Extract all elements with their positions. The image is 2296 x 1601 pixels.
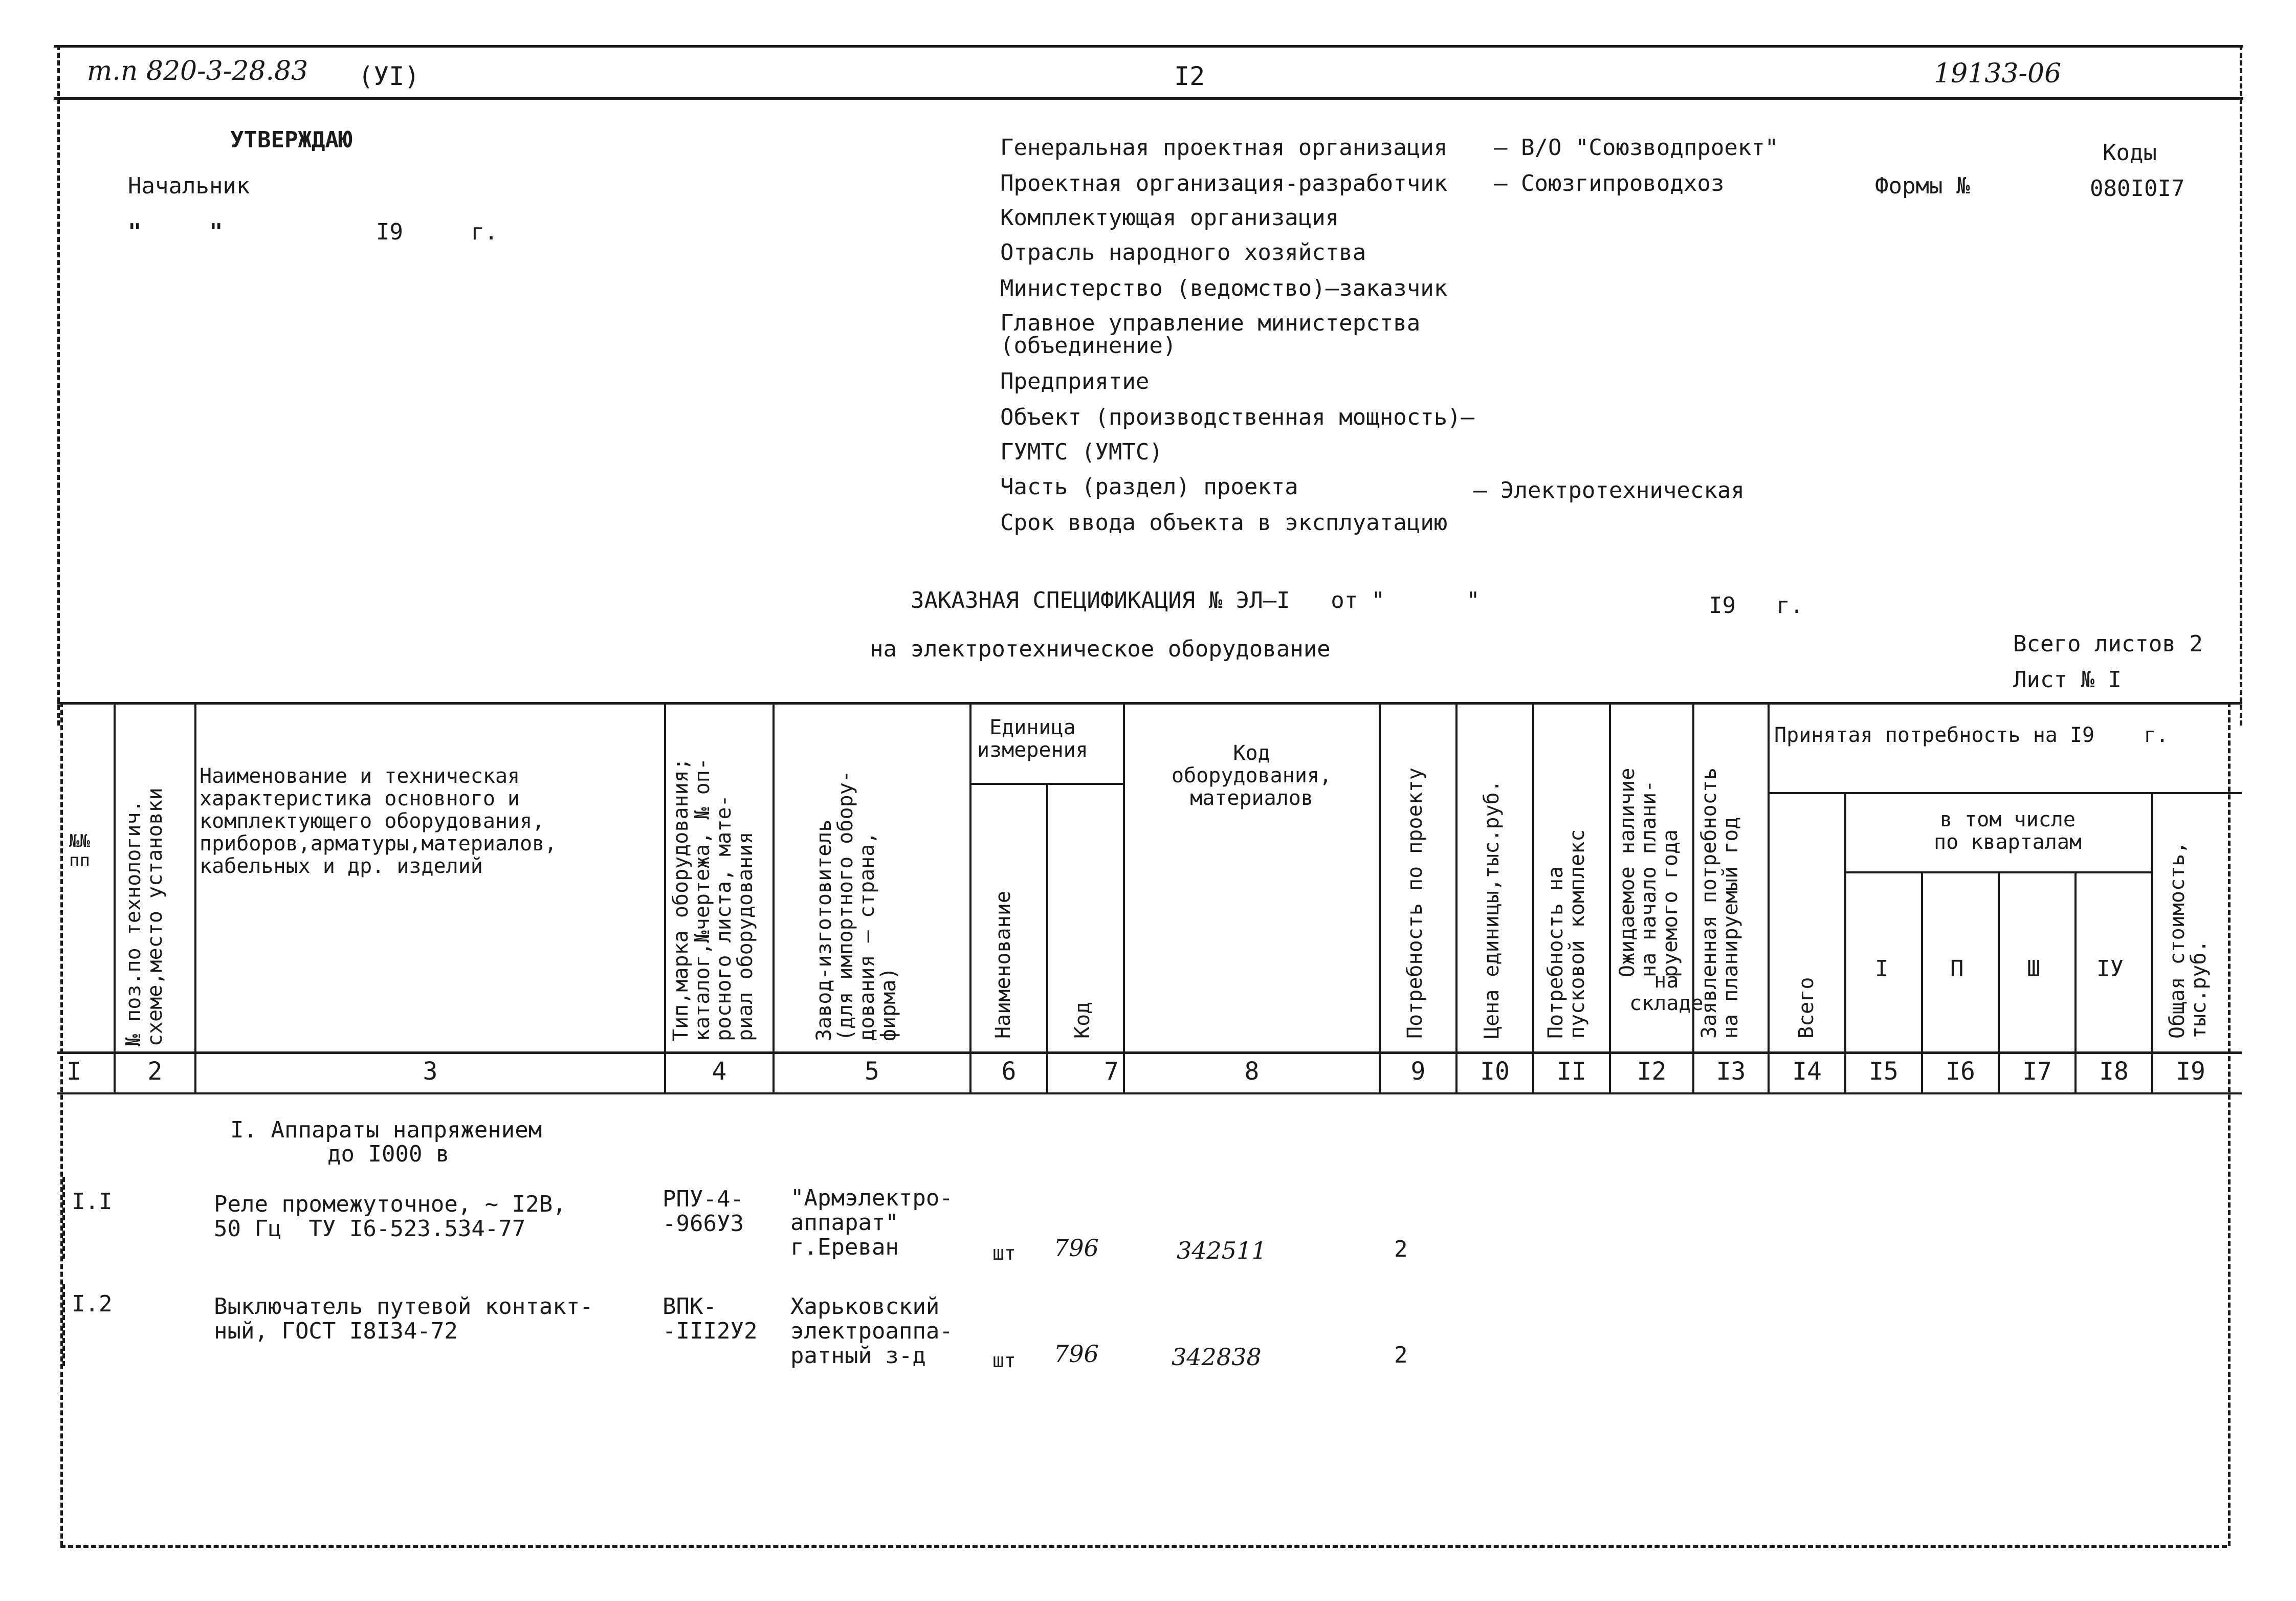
col-sep-12 (1692, 702, 1694, 1094)
col-5-header: Завод-изготовитель (для импортного обору- дования – страна, фирма) (812, 770, 900, 1041)
document-number: 19133-06 (1934, 58, 2062, 89)
col-1-header: №№ пп (69, 831, 90, 871)
page-number: I2 (1174, 61, 1205, 91)
col-number: I4 (1792, 1057, 1822, 1086)
row-item-type: РПУ-4- -966У3 (663, 1186, 744, 1237)
row-item-maker: "Армэлектро- аппарат" г.Ереван (790, 1185, 953, 1260)
unit-group-header: Единица измерения (977, 716, 1088, 762)
quarters-group-header: в том числе по кварталам (1934, 808, 2082, 854)
col-sep-13 (1768, 702, 1770, 1094)
quarters-group-line (1844, 871, 2153, 873)
col-number: 8 (1244, 1057, 1260, 1086)
accepted-group-header: Принятая потребность на I9 г. (1774, 723, 2169, 747)
col-sep-8 (1379, 702, 1381, 1094)
col-12-header: Ожидаемое наличие на начало плани- руемого года (1616, 767, 1682, 977)
approval-heading: УТВЕРЖДАЮ (230, 127, 352, 153)
row-item-name: Реле промежуточное, ~ I2В, 50 Гц ТУ I6-523.534-77 (214, 1191, 566, 1242)
col-sep-7 (1123, 702, 1125, 1094)
table-bottom-line (60, 1545, 2227, 1548)
col-number: I7 (2022, 1057, 2052, 1086)
sheet-number: Лист № I (2013, 667, 2122, 693)
col-2-header: № поз.по технологич. схеме,место установки (122, 787, 167, 1046)
row-item-equip-code: 342511 (1177, 1237, 1267, 1264)
deadline-label: Срок ввода объекта в эксплуатацию (1000, 510, 1448, 536)
sheets-total: Всего листов 2 (2013, 631, 2203, 657)
col-sep-1 (114, 702, 116, 1094)
gumts-label: ГУМТС (УМТС) (1000, 439, 1163, 465)
col-19-header: Общая стоимость, тыс.руб. (2166, 841, 2211, 1039)
col-number: I5 (1869, 1057, 1898, 1086)
table-header-bottom-line (57, 1051, 2242, 1054)
col-number: II (1557, 1057, 1586, 1086)
approval-date-year: I9 г. (376, 219, 498, 245)
col-number: 6 (1001, 1057, 1017, 1086)
row-item-qty: 2 (1394, 1342, 1408, 1368)
col-number: I0 (1480, 1057, 1510, 1086)
approval-date-quotes: " " (128, 219, 223, 245)
codes-label: Коды (2103, 140, 2157, 166)
table-right-line (2228, 702, 2231, 1546)
col-6-header: Наименование (991, 891, 1015, 1039)
col-8-header: Код оборудования, материалов (1172, 741, 1332, 810)
main-dept-label: Главное управление министерства (1000, 310, 1421, 336)
col-number: I3 (1716, 1057, 1746, 1086)
col-15-header: I (1875, 956, 1889, 982)
col-sep-2 (194, 702, 196, 1094)
col-3-header: Наименование и техническая характеристика основного и комплектующего оборудования, приборов,арматуры,материалов, кабельных и др. изделий (200, 764, 557, 878)
general-org-value: – В/О "Союзводпроект" (1494, 135, 1779, 161)
col-number: I6 (1946, 1057, 1975, 1086)
col-sep-11 (1609, 702, 1611, 1094)
frame-top-line (54, 45, 2243, 48)
col-number: 4 (712, 1057, 727, 1086)
section-title-2: до I000 в (327, 1141, 450, 1167)
col-13-header: Заявленная потребность на планируемый год (1697, 767, 1742, 1039)
object-label: Объект (производственная мощность)– (1000, 404, 1475, 430)
approval-chief: Начальник (128, 173, 250, 199)
row-item-unit: шт (992, 1349, 1016, 1372)
form-label: Формы № (1875, 173, 1970, 199)
col-number: 7 (1104, 1057, 1119, 1086)
section-title: I. Аппараты напряжением (230, 1117, 542, 1143)
col-sep-4 (772, 702, 775, 1094)
frame-left-line (57, 45, 60, 726)
frame-right-line (2240, 45, 2242, 726)
project-part-value: – Электротехническая (1473, 477, 1745, 503)
col-sep-18 (2151, 793, 2153, 1094)
accepted-group-line (1768, 792, 2242, 794)
body-left-mark (62, 1177, 65, 1259)
table-left-line (60, 702, 63, 1546)
row-item-maker: Харьковский электроаппа- ратный з-д (790, 1293, 953, 1369)
ministry-label: Министерство (ведомство)–заказчик (1000, 275, 1448, 301)
row-number: I.2 (72, 1291, 113, 1317)
row-item-type: ВПК- -III2У2 (663, 1293, 758, 1344)
col-7-header: Код (1071, 1001, 1094, 1039)
col-number: 5 (865, 1057, 879, 1086)
col-12-header-store: на складе (1629, 969, 1704, 1015)
col-sep-10 (1532, 702, 1534, 1094)
form-code: 080I0I7 (2090, 176, 2185, 202)
col-number: I9 (2176, 1057, 2205, 1086)
main-dept-label-2: (объединение) (1000, 333, 1177, 359)
col-17-header: Ш (2027, 956, 2041, 982)
enterprise-label: Предприятие (1000, 368, 1150, 394)
row-item-unit-code: 796 (1054, 1234, 1099, 1262)
general-org-label: Генеральная проектная организация (1000, 135, 1448, 161)
table-top-line (57, 702, 2242, 705)
col-10-header: Цена единицы,тыс.руб. (1480, 780, 1504, 1039)
col-number: 3 (423, 1057, 438, 1086)
col-sep-6 (1046, 783, 1048, 1094)
project-code: т.п 820-3-28.83 (87, 56, 308, 86)
col-number: I2 (1637, 1057, 1667, 1086)
design-org-value: – Союзгипроводхоз (1494, 170, 1725, 196)
body-left-mark (62, 1284, 65, 1366)
spec-subtitle: на электротехническое оборудование (870, 636, 1331, 662)
col-sep-14 (1844, 793, 1846, 1094)
col-number: I8 (2099, 1057, 2129, 1086)
row-item-equip-code: 342838 (1172, 1343, 1262, 1371)
col-sep-9 (1455, 702, 1458, 1094)
unit-group-line (969, 783, 1125, 785)
row-item-name: Выключатель путевой контакт- ный, ГОСТ I8I34-72 (214, 1293, 593, 1344)
col-14-header: Всего (1795, 977, 1818, 1039)
design-org-label: Проектная организация-разработчик (1000, 170, 1448, 196)
spec-title: ЗАКАЗНАЯ СПЕЦИФИКАЦИЯ № ЭЛ–I от " " (911, 587, 1480, 613)
col-18-header: IУ (2096, 956, 2124, 982)
col-number: 2 (147, 1057, 163, 1086)
spec-title-year: I9 г. (1709, 593, 1804, 619)
row-item-unit: шт (992, 1242, 1016, 1264)
col-16-header: П (1950, 956, 1964, 982)
col-4-header: Тип,марка оборудования; каталог,№чертежа, № оп- росного листа, мате- риал оборудования (669, 758, 757, 1041)
project-part-label: Часть (раздел) проекта (1000, 474, 1298, 500)
row-item-unit-code: 796 (1054, 1340, 1099, 1368)
col-number: I (67, 1057, 81, 1086)
col-sep-3 (664, 702, 666, 1094)
row-number: I.I (72, 1189, 113, 1215)
industry-label: Отрасль народного хозяйства (1000, 239, 1366, 266)
row-item-qty: 2 (1394, 1236, 1408, 1262)
col-sep-5 (969, 702, 972, 1094)
col-11-header: Потребность на пусковой комплекс (1544, 829, 1589, 1039)
column-numbers-bottom-line (57, 1092, 2242, 1094)
col-number: 9 (1410, 1057, 1426, 1086)
supply-org-label: Комплектующая организация (1000, 205, 1339, 231)
frame-header-line (54, 97, 2243, 100)
col-9-header: Потребность по проекту (1403, 767, 1427, 1039)
section-label: (УI) (358, 61, 420, 91)
